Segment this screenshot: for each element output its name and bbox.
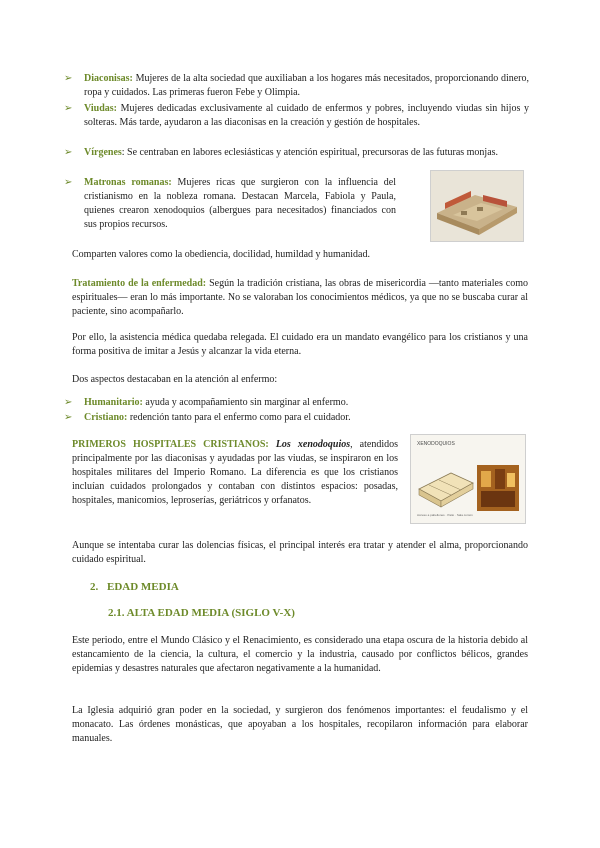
arrow-bullet-icon: ➢ [64, 73, 73, 84]
treatment-paragraph [72, 277, 528, 319]
section-2-heading [90, 580, 179, 594]
arrow-bullet-icon: ➢ [64, 147, 73, 158]
section-2-1-heading: 2.1. ALTA EDAD MEDIA (SIGLO V-X) [108, 607, 295, 619]
image-caption: XENODOQUIOS [417, 441, 455, 447]
hospitals-text: , atendidos principalmente por las diaconisas y ayudadas por las viudas, se inspiraron en los hospitales militares del Imperio Romano. La diferencia es que los cristianos incluían cuidados prolongados y contaban con distintos espacios: posadas, hospitales, manicomios, leproserías, geriátricos y orfanatos. [72, 439, 399, 506]
aspects-intro: Dos aspectos destacaban en la atención al enfermo: [72, 374, 278, 385]
relegated-paragraph: Por ello, la asistencia médica quedaba relegada. El cuidado era un mandato evangélico para los cristianos y una forma positiva de imitar a Jesús y alcanzar la vida eterna. [72, 332, 528, 357]
bullet-term: Viudas: [84, 103, 117, 114]
bullet-text: : Se centraban en labores eclesiásticas y atención espiritual, precursoras de las futuras monjas. [121, 147, 499, 158]
church-paragraph: La Iglesia adquirió gran poder en la sociedad, y surgieron dos fenómenos importantes: el feudalismo y el monacato. Las órdenes monásticas, que apoyaban a los hospitales, recopilaron información para elaborar manuales. [72, 705, 528, 744]
bullet-virgenes [64, 146, 529, 160]
section-title: EDAD MEDIA [107, 581, 179, 593]
treatment-text: Según la tradición cristiana, las obras de misericordia —tanto materiales como espirituales— eran lo más importante. No se valoraban los conocimientos médicos, ya que no se buscaba curar al paciente, sino acompañarlo. [72, 278, 528, 317]
xenodoquios-image [410, 434, 526, 524]
soul-paragraph: Aunque se intentaba curar las dolencias físicas, el principal interés era tratar y atender el alma, proporcionando cuidado espiritual. [72, 540, 528, 565]
hospitals-label: PRIMEROS HOSPITALES CRISTIANOS: [72, 439, 269, 450]
bullet-text: Mujeres dedicadas exclusivamente al cuidado de enfermos y pobres, incluyendo viudas sin hijos y solteras. Más tarde, ayudaron a las diaconisas en la creación y gestión de hospitales. [84, 103, 529, 128]
bullet-term: Vírgenes [84, 147, 122, 158]
hospitals-term: Los xenodoquios [275, 439, 351, 450]
aspect-cristiano [64, 411, 529, 425]
bullet-text: Mujeres ricas que surgieron con la influencia del cristianismo en la nobleza romana. Destacan Marcela, Fabiola y Paula, quienes crearon xenodoquios (albergues para necesitados) financiados con sus propios recursos. [84, 177, 396, 230]
aspect-term: Cristiano: [84, 412, 128, 423]
section-number: 2. [90, 581, 99, 593]
bullet-text: Mujeres de la alta sociedad que auxiliaban a los hogares más necesitados, proporcionando dinero, ropa y cuidados. Las primeras fueron Febe y Olimpia. [84, 73, 529, 98]
roman-building-image [430, 170, 524, 242]
values-paragraph: Comparten valores como la obediencia, docilidad, humildad y humanidad. [72, 249, 370, 260]
period-paragraph: Este periodo, entre el Mundo Clásico y el Renacimiento, es considerado una etapa oscura de la historia debido al estancamiento de la ciencia, la cultura, el comercio y la industria, causado por conflictos bélicos, grandes epidemias y desastres naturales que afectaron negativamente a la humanidad. [72, 635, 528, 674]
image-subcaption: Acceso a pabellones · Patio · Sala común [417, 513, 473, 517]
xenodoquios-illustration [411, 435, 525, 523]
bullet-viudas [64, 102, 529, 130]
hospitals-paragraph [72, 438, 398, 508]
aspect-text: redención tanto para el enfermo como para el cuidador. [127, 412, 351, 423]
aspect-term: Humanitario: [84, 397, 143, 408]
arrow-bullet-icon: ➢ [64, 103, 73, 114]
arrow-bullet-icon: ➢ [64, 397, 73, 408]
treatment-label: Tratamiento de la enfermedad: [72, 278, 207, 289]
bullet-term: Matronas romanas: [84, 177, 172, 188]
bullet-diaconisas [64, 72, 529, 100]
aspect-text: ayuda y acompañamiento sin marginar al enfermo. [142, 397, 349, 408]
aspect-humanitario [64, 396, 529, 410]
bullet-matronas [64, 176, 396, 232]
arrow-bullet-icon: ➢ [64, 177, 73, 188]
bullet-term: Diaconisas: [84, 73, 133, 84]
arrow-bullet-icon: ➢ [64, 412, 73, 423]
roman-building-illustration [431, 171, 523, 241]
